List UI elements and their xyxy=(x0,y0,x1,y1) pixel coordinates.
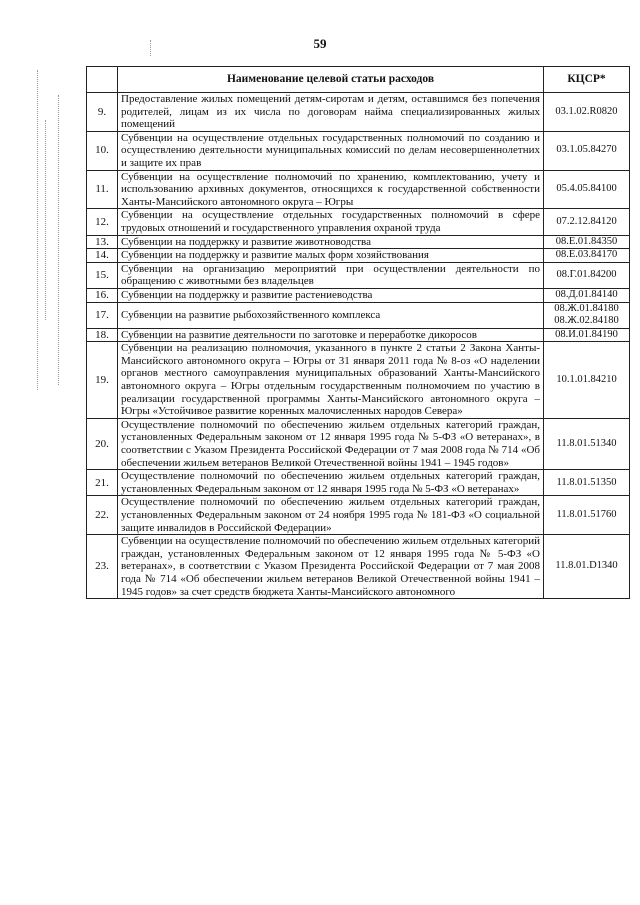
row-code: 03.1.02.R0820 xyxy=(555,105,618,117)
table-row xyxy=(87,93,630,132)
row-number: 17. xyxy=(87,302,118,328)
row-code-cell xyxy=(544,535,630,599)
row-code: 08.И.01.84190 xyxy=(555,328,618,340)
table-row xyxy=(87,262,630,288)
header-number xyxy=(87,67,118,93)
row-code: 05.4.05.84100 xyxy=(556,183,617,195)
table-row xyxy=(87,249,630,263)
row-code: 08.Г.01.84200 xyxy=(556,269,617,281)
row-code-cell xyxy=(544,93,630,132)
row-code-cell xyxy=(544,288,630,302)
header-name: Наименование целевой статьи расходов xyxy=(118,67,544,93)
table-header-row xyxy=(87,67,630,93)
row-code: 08.Ж.01.84180 xyxy=(554,302,619,314)
row-code-cell xyxy=(544,170,630,209)
table-row xyxy=(87,302,630,328)
row-number: 12. xyxy=(87,209,118,235)
row-name: Субвенции на развитие рыбохозяйственного комплекса xyxy=(118,302,544,328)
row-code-cell xyxy=(544,418,630,469)
table-row xyxy=(87,470,630,496)
header-code: КЦСР* xyxy=(544,67,630,93)
row-name: Субвенции на осуществление полномочий по обеспечению жильем отдельных категорий граждан, установленных Федеральным законом от 12 января 1995 года № 5-ФЗ «О ветеранах», в соответствии с Указом Президента Российской Федерации от 7 мая 2008 года № 714 «Об обеспечении жильем ветеранов Великой Отечественной войны 1941 – 1945 годов» за счет средств бюджета Ханты-Мансийского автономного xyxy=(118,535,544,599)
row-code: 11.8.01.51340 xyxy=(556,437,617,449)
row-number: 9. xyxy=(87,93,118,132)
row-code: 10.1.01.84210 xyxy=(556,373,617,385)
row-code: 03.1.05.84270 xyxy=(556,144,617,156)
row-name: Субвенции на осуществление полномочий по хранению, комплектованию, учету и использованию архивных документов, относящихся к государственной собственности Ханты-Мансийского автономного округа – Югры xyxy=(118,170,544,209)
row-code: 08.Ж.02.84180 xyxy=(554,315,619,327)
row-name: Субвенции на организацию мероприятий при осуществлении деятельности по обращению с животными без владельцев xyxy=(118,262,544,288)
row-code: 11.8.01.51350 xyxy=(556,476,617,488)
row-number: 22. xyxy=(87,496,118,535)
table-row xyxy=(87,131,630,170)
row-code: 08.Е.01.84350 xyxy=(555,235,618,247)
row-code: 11.8.01.D1340 xyxy=(555,560,618,572)
row-number: 19. xyxy=(87,342,118,419)
scan-artifact-line xyxy=(37,70,38,390)
row-code-cell xyxy=(544,131,630,170)
page-number: 59 xyxy=(313,36,327,51)
table-row xyxy=(87,288,630,302)
scan-artifact-line xyxy=(58,95,59,385)
row-code-cell xyxy=(544,328,630,342)
row-number: 14. xyxy=(87,249,118,263)
row-name: Субвенции на осуществление отдельных государственных полномочий в сфере трудовых отношений и государственного управления охраной труда xyxy=(118,209,544,235)
row-code-cell xyxy=(544,470,630,496)
row-name: Субвенции на поддержку и развитие животноводства xyxy=(118,235,544,249)
row-number: 11. xyxy=(87,170,118,209)
row-number: 15. xyxy=(87,262,118,288)
row-code: 07.2.12.84120 xyxy=(556,215,617,227)
row-code-cell xyxy=(544,209,630,235)
row-code: 08.Д.01.84140 xyxy=(555,288,618,300)
row-code-cell xyxy=(544,262,630,288)
table-row xyxy=(87,170,630,209)
row-number: 13. xyxy=(87,235,118,249)
table-row xyxy=(87,535,630,599)
scan-artifact-line xyxy=(150,40,151,56)
scan-artifact-line xyxy=(45,120,46,320)
row-code-cell xyxy=(544,302,630,328)
row-name: Осуществление полномочий по обеспечению жильем отдельных категорий граждан, установленных Федеральным законом от 12 января 1995 года № 5-ФЗ «О ветеранах» xyxy=(118,470,544,496)
row-number: 18. xyxy=(87,328,118,342)
row-name: Субвенции на развитие деятельности по заготовке и переработке дикоросов xyxy=(118,328,544,342)
row-name: Субвенции на реализацию полномочия, указанного в пункте 2 статьи 2 Закона Ханты-Мансийского автономного округа – Югры от 31 января 2011 года № 8-оз «О наделении органов местного самоуправления муниципальных образований Ханты-Мансийского автономного округа – Югры отдельным государственным полномочием по участию в реализации государственной программы Ханты-Мансийского автономного округа – Югры «Устойчивое развитие коренных малочисленных народов Севера» xyxy=(118,342,544,419)
table-row xyxy=(87,342,630,419)
target-expenditure-table xyxy=(86,66,630,599)
row-number: 10. xyxy=(87,131,118,170)
table-row xyxy=(87,328,630,342)
table-row xyxy=(87,235,630,249)
table-row xyxy=(87,209,630,235)
row-name: Субвенции на осуществление отдельных государственных полномочий по созданию и осуществлению деятельности муниципальных комиссий по делам несовершеннолетних и защите их прав xyxy=(118,131,544,170)
row-name: Осуществление полномочий по обеспечению жильем отдельных категорий граждан, установленных Федеральным законом от 24 ноября 1995 года № 181-ФЗ «О социальной защите инвалидов в Российской Федерации» xyxy=(118,496,544,535)
row-code-cell xyxy=(544,496,630,535)
row-name: Предоставление жилых помещений детям-сиротам и детям, оставшимся без попечения родителей, лицам из их числа по договорам найма специализированных жилых помещений xyxy=(118,93,544,132)
row-number: 16. xyxy=(87,288,118,302)
row-code-cell xyxy=(544,235,630,249)
row-code-cell xyxy=(544,342,630,419)
row-code: 08.Е.03.84170 xyxy=(555,249,618,261)
row-number: 21. xyxy=(87,470,118,496)
row-number: 23. xyxy=(87,535,118,599)
row-code-cell xyxy=(544,249,630,263)
row-name: Субвенции на поддержку и развитие растениеводства xyxy=(118,288,544,302)
table-row xyxy=(87,418,630,469)
row-name: Субвенции на поддержку и развитие малых форм хозяйствования xyxy=(118,249,544,263)
row-number: 20. xyxy=(87,418,118,469)
row-code: 11.8.01.51760 xyxy=(556,509,617,520)
row-name: Осуществление полномочий по обеспечению жильем отдельных категорий граждан, установленных Федеральным законом от 12 января 1995 года № 5-ФЗ «О ветеранах», в соответствии с Указом Президента Российской Федерации от 7 мая 2008 года № 714 «Об обеспечении жильем ветеранов Великой Отечественной войны 1941 – 1945 годов» xyxy=(118,418,544,469)
table-row xyxy=(87,496,630,535)
